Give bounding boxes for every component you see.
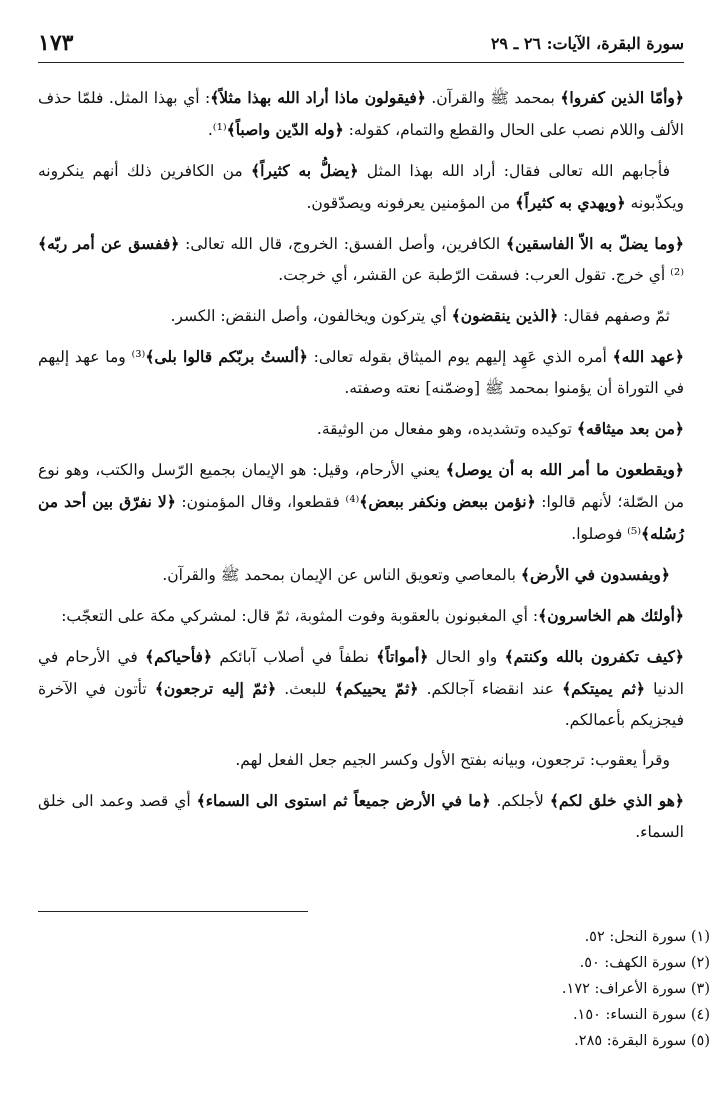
commentary-text: : أي المغبونون بالعقوبة وفوت المثوبة، ثمّ قال: لمشركي مكة على التعجّب: [61, 607, 539, 625]
commentary-text: ⁽²⁾ أي خرج. تقول العرب: فسقت الرّطبة عن القشر، أي خرجت. [278, 266, 684, 284]
commentary-text: بمحمد ﷺ والقرآن. [425, 89, 561, 107]
quran-quote: ﴿ثم يميتكم﴾ [562, 679, 645, 698]
page-number: ١٧٣ [38, 30, 74, 56]
quran-quote: ﴿فيقولون ماذا أراد الله بهذا مثلاً﴾ [210, 88, 426, 107]
surah-title: سورة البقرة، الآيات: ٢٦ ـ ٢٩ [490, 34, 684, 53]
page-header [38, 28, 684, 63]
quran-quote: ﴿وما يضلّ به الاّ الفاسقين﴾ [506, 234, 684, 253]
commentary-text: يعني الأرحام، وقيل: هو الإيمان بجميع الرّسل والكتب، وهو نوع من الصّلة؛ لأنهم قالوا: [38, 461, 684, 511]
quran-quote: ﴿أمواتاً﴾ [376, 647, 429, 666]
commentary-text: ⁽⁴⁾ فقطعوا، وقال المؤمنون: [175, 493, 360, 511]
paragraph [38, 82, 684, 146]
quran-quote: ﴿ويهدي به كثيراً﴾ [515, 193, 626, 212]
paragraph [38, 413, 684, 445]
quran-quote: ﴿عهد الله﴾ [612, 347, 685, 366]
quran-quote: ﴿لا نفرّق بين أحد من رُسُله﴾ [38, 492, 684, 543]
commentary-text: وقرأ يعقوب: ترجعون، وبيانه بفتح الأول وكسر الجيم جعل الفعل لهم. [235, 751, 670, 769]
commentary-text: بالمعاصي وتعويق الناس عن الإيمان بمحمد ﷺ والقرآن. [162, 566, 521, 584]
commentary-text: من الكافرين ذلك أنهم ينكرونه ويكذّبونه [38, 162, 684, 212]
quran-quote: ﴿ففسق عن أمر ربّه﴾ [38, 234, 180, 253]
commentary-text: أي يتركون ويخالفون، وأصل النقض: الكسر. [170, 307, 452, 325]
quran-quote: ﴿ثمّ يحييكم﴾ [334, 679, 419, 698]
commentary-text: في الأرحام في الدنيا [38, 648, 684, 698]
paragraph [38, 641, 684, 736]
commentary-body [38, 82, 684, 857]
commentary-text: نطفاً في أصلاب آبائكم [212, 648, 377, 666]
paragraph [38, 454, 684, 550]
quran-quote: ﴿ألستُ بربّكم قالوا بلى﴾ [145, 347, 308, 366]
footnote: (١) سورة النحل: ٥٢. [584, 929, 710, 945]
footnote: (٢) سورة الكهف: ٥٠. [579, 955, 710, 971]
commentary-text: واو الحال [428, 648, 505, 666]
quran-quote: ﴿ويقطعون ما أمر الله به أن يوصل﴾ [445, 460, 684, 479]
footnote: (٣) سورة الأعراف: ١٧٢. [561, 981, 710, 997]
paragraph [38, 559, 684, 591]
commentary-text: ⁽³⁾ وما عهد إليهم في التوراة أن يؤمنوا بمحمد ﷺ [وضمّنه] نعته وصفته. [38, 348, 684, 397]
quran-quote: ﴿وأمّا الذين كفروا﴾ [560, 88, 684, 107]
commentary-text: الكافرين، وأصل الفسق: الخروج، قال الله تعالى: [179, 235, 507, 253]
commentary-text: ⁽¹⁾. [207, 121, 227, 139]
quran-quote: ﴿فأحياكم﴾ [145, 647, 213, 666]
commentary-text: من المؤمنين يعرفونه ويصدّقون. [306, 194, 516, 212]
quran-quote: ﴿ما في الأرض جميعاً ثم استوى الى السماء﴾ [196, 791, 491, 810]
commentary-text: ⁽⁵⁾ فوصلوا. [571, 525, 641, 543]
commentary-text: فأجابهم الله تعالى فقال: أراد الله بهذا المثل [358, 162, 670, 180]
footnote: (٥) سورة البقرة: ٢٨٥. [574, 1033, 710, 1049]
quran-quote: ﴿نؤمن ببعض ونكفر ببعض﴾ [359, 492, 536, 511]
quran-quote: ﴿يضلُّ به كثيراً﴾ [251, 161, 359, 180]
quran-quote: ﴿وله الدّين واصباً﴾ [226, 120, 344, 139]
quran-quote: ﴿ويفسدون في الأرض﴾ [520, 565, 670, 584]
paragraph [38, 600, 684, 632]
quran-quote: ﴿كيف تكفرون بالله وكنتم﴾ [504, 647, 684, 666]
footnote-separator [38, 911, 308, 912]
footnote: (٤) سورة النساء: ١٥٠. [572, 1007, 710, 1023]
paragraph [38, 300, 684, 332]
quran-quote: ﴿من بعد ميثاقه﴾ [576, 419, 684, 438]
commentary-text: أي قصد وعمد الى خلق السماء. [38, 792, 684, 841]
commentary-text: لأجلكم. [490, 792, 550, 810]
commentary-text: للبعث. [276, 680, 335, 698]
commentary-text: أمره الذي عَهِد إليهم يوم الميثاق بقوله تعالى: [307, 348, 613, 366]
commentary-text: تأتون في الآخرة فيجزيكم بأعمالكم. [38, 680, 684, 729]
commentary-text: : أي بهذا المثل. فلمّا حذف الألف واللام نصب على الحال والقطع والتمام، كقوله: [38, 89, 684, 139]
paragraph [38, 341, 684, 404]
footnotes [470, 924, 710, 1054]
quran-quote: ﴿ثمّ إليه ترجعون﴾ [154, 679, 277, 698]
paragraph [38, 745, 684, 776]
commentary-text: عند انقضاء آجالكم. [418, 680, 563, 698]
paragraph [38, 155, 684, 219]
paragraph [38, 228, 684, 291]
quran-quote: ﴿الذين ينقضون﴾ [451, 306, 559, 325]
quran-quote: ﴿هو الذي خلق لكم﴾ [549, 791, 684, 810]
paragraph [38, 785, 684, 848]
quran-quote: ﴿أولئك هم الخاسرون﴾ [538, 606, 684, 625]
commentary-text: ثمّ وصفهم فقال: [558, 307, 670, 325]
commentary-text: توكيده وتشديده، وهو مفعال من الوثيقة. [316, 420, 577, 438]
